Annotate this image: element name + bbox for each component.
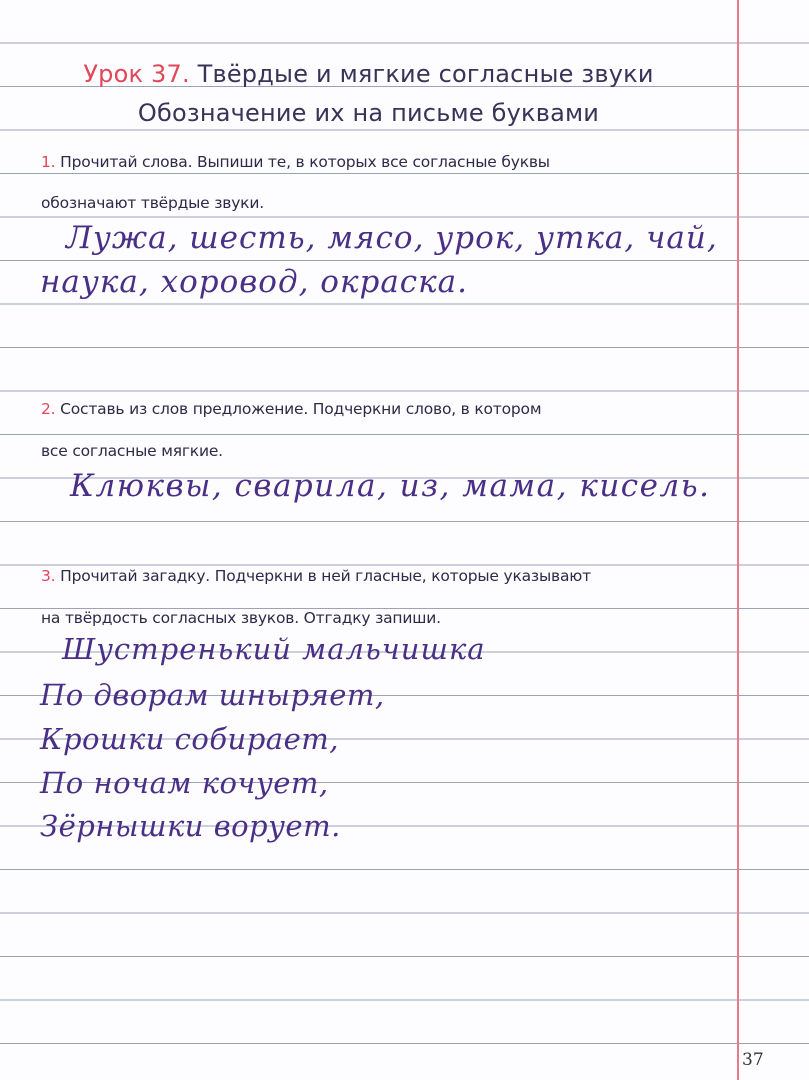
task-1-instruction-line-2: обозначают твёрдые звуки. (41, 194, 264, 212)
task-3-instruction-line-2: на твёрдость согласных звуков. Отгадку запиши. (41, 609, 441, 627)
task-2-text: Составь из слов предложение. Подчеркни слово, в котором (60, 400, 542, 418)
task-2-instruction-line-1 (41, 400, 541, 418)
task-1-instruction-line-1 (41, 153, 550, 171)
poem-line: По дворам шныряет, (40, 678, 385, 712)
task-3-instruction-line-1 (41, 567, 591, 585)
task-3-number: 3. (41, 567, 56, 585)
task-1-text: Прочитай слова. Выпиши те, в которых все согласные буквы (60, 153, 550, 171)
poem-line: Крошки собирает, (40, 722, 339, 756)
poem-line: Шустренький мальчишка (62, 632, 486, 666)
task-1-handwriting-line-1: Лужа, шесть, мясо, урок, утка, чай, (66, 220, 718, 256)
lesson-number: Урок 37. (83, 60, 190, 88)
task-2-number: 2. (41, 400, 56, 418)
task-2-instruction-line-2: все согласные мягкие. (41, 442, 223, 460)
task-2-handwriting-line-1: Клюквы, сварила, из, мама, кисель. (70, 468, 711, 504)
margin-line (737, 0, 739, 1080)
poem-line: По ночам кочует, (40, 766, 329, 800)
lesson-subtitle: Обозначение их на письме буквами (137, 99, 600, 127)
task-1-handwriting-line-2: наука, хоровод, окраска. (40, 264, 469, 300)
task-3-text: Прочитай загадку. Подчеркни в ней гласные, которые указывают (60, 567, 591, 585)
poem-line: Зёрнышки ворует. (40, 809, 341, 843)
page-number: 37 (742, 1050, 764, 1070)
lesson-title-text: Твёрдые и мягкие согласные звуки (197, 60, 654, 88)
task-1-number: 1. (41, 153, 56, 171)
lesson-title (0, 60, 737, 88)
